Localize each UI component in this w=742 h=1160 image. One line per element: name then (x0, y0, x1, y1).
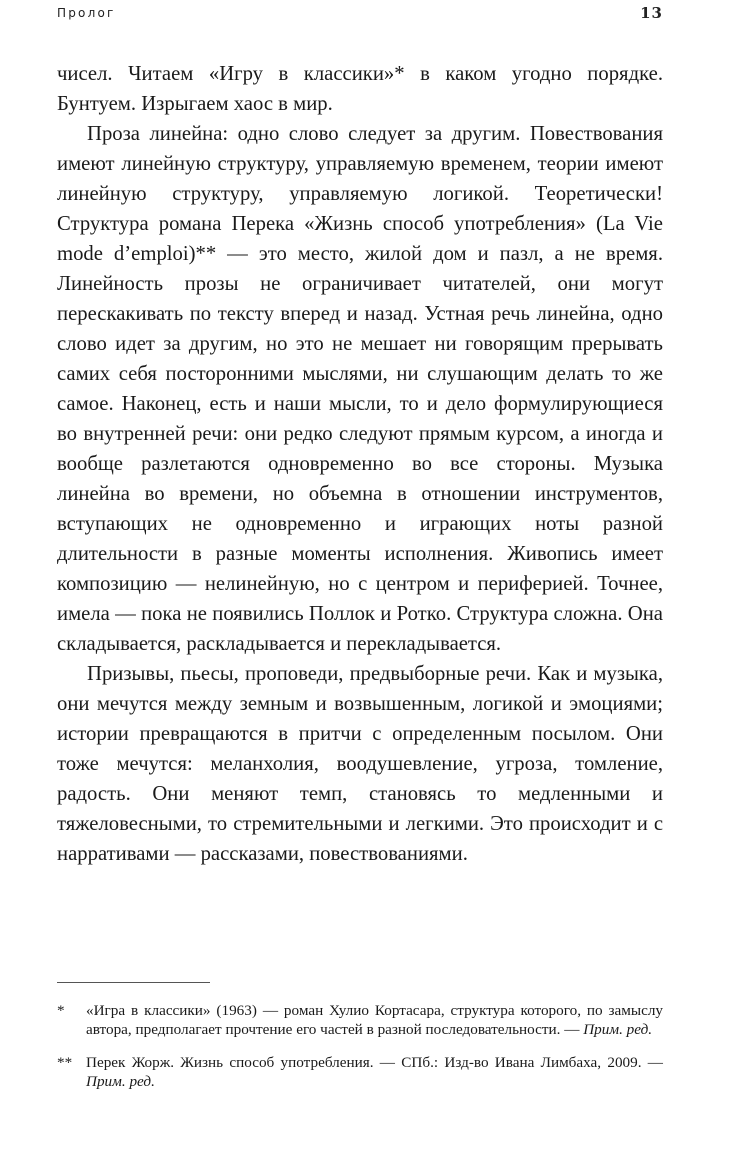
footnote-mark: * (57, 1002, 65, 1019)
footnote-body: «Игра в классики» (1963) — роман Хулио Кортасара, структура которого, по замыслу автора, предполагает прочтение его частей в разной последовательности. — (86, 1002, 663, 1038)
footnote-mark: ** (57, 1054, 73, 1071)
page-number: 13 (640, 4, 663, 22)
footnotes (57, 1001, 663, 1105)
footnote-body: Перек Жорж. Жизнь способ употребления. — СПб.: Изд-во Ивана Лимбаха, 2009. — (86, 1054, 663, 1071)
editor-note: Прим. ред. (86, 1073, 155, 1090)
footnote-rule (57, 982, 210, 983)
footnote-text (86, 1001, 663, 1039)
paragraph-2: Проза линейна: одно слово следует за другим. Повествования имеют линейную структуру, управляемую временем, теории имеют линейную структуру, управляемую логикой. Теоретически! Структура романа Перека «Жизнь способ употребления» (La Vie mode d’emploi)** — это место, жилой дом и пазл, а не время. Линейность прозы не ограничивает читателей, они могут перескакивать по тексту вперед и назад. Устная речь линейна, одно слово идет за другим, но это не мешает ни говорящим прерывать самих себя посторонними мыслями, ни слушающим делать то же самое. Наконец, есть и наши мысли, то и дело формулирующиеся во внутренней речи: они редко следуют прямым курсом, а иногда и вообще разлетаются одновременно во все стороны. Музыка линейна во времени, но объемна в отношении инструментов, вступающих не одновременно и играющих ноты разной длительности в разные моменты исполнения. Живопись имеет композицию — нелинейную, но с центром и периферией. Точнее, имела — пока не появились Поллок и Ротко. Структура сложна. Она складывается, раскладывается и перекладывается. (57, 123, 663, 655)
paragraph-1: чисел. Читаем «Игру в классики»* в каком угодно порядке. Бунтуем. Изрыгаем хаос в мир. (57, 63, 663, 115)
footnote-text (86, 1053, 663, 1091)
editor-note: Прим. ред. (583, 1021, 653, 1038)
body-text (57, 59, 663, 869)
paragraph-3: Призывы, пьесы, проповеди, предвыборные речи. Как и музыка, они мечутся между земным и возвышенным, логикой и эмоциями; истории превращаются в притчи с определенным посылом. Они тоже мечутся: меланхолия, воодушевление, угроза, томление, радость. Они меняют темп, становясь то медленными и тяжеловесными, то стремительными и легкими. Это происходит и с нарративами — рассказами, повествованиями. (57, 663, 663, 865)
running-head: Пролог (57, 6, 116, 20)
footnote-1 (57, 1001, 663, 1039)
footnote-2 (57, 1053, 663, 1091)
